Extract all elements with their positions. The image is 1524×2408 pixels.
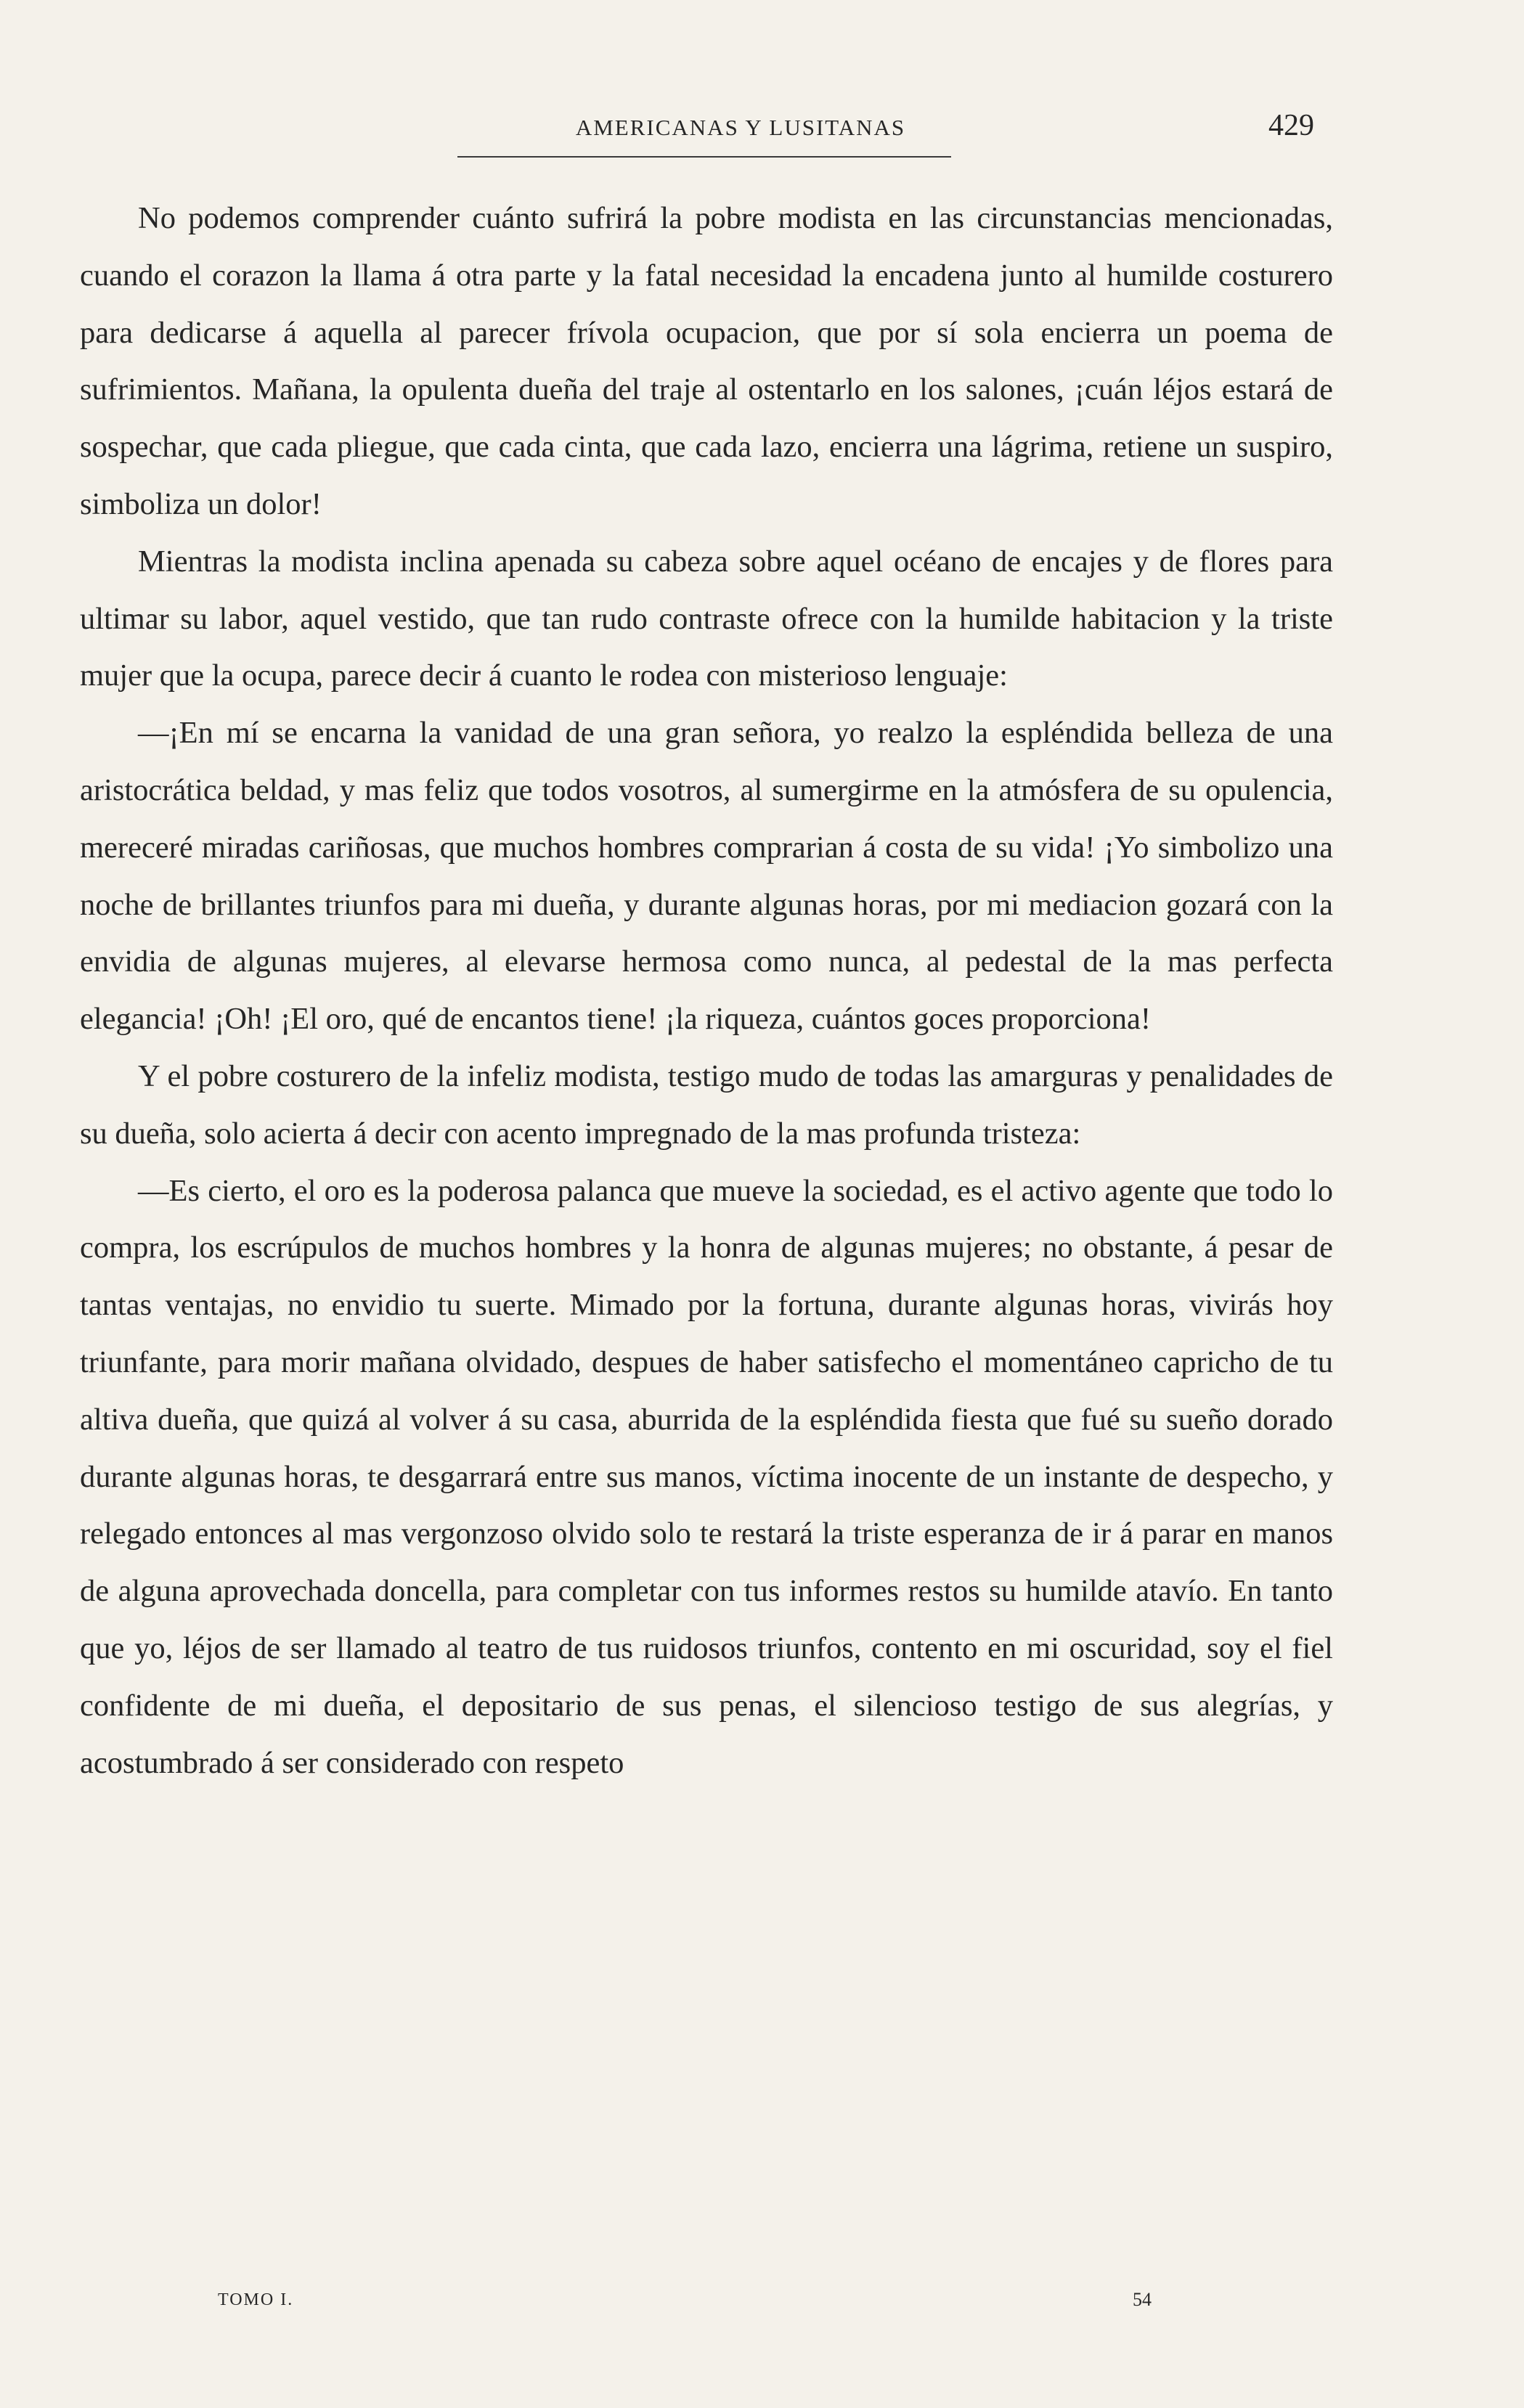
running-title: AMERICANAS Y LUSITANAS [575, 115, 906, 140]
paragraph: Mientras la modista inclina apenada su cabeza sobre aquel océano de encajes y de flores para ultimar su labor, aquel vestido, que tan rudo contraste ofrece con la humilde habitacion y la triste mujer que la ocupa, parece decir á cuanto le rodea con misterioso lenguaje: [80, 544, 1333, 693]
page-number: 429 [1268, 109, 1314, 142]
body-text [80, 190, 1333, 1792]
signature-mark: 54 [1133, 2289, 1152, 2310]
paragraph: —¡En mí se encarna la vanidad de una gran señora, yo realzo la espléndida belleza de una aristocrática beldad, y mas feliz que todos vosotros, al sumergirme en la atmósfera de su opulencia, mereceré miradas cariñosas, que muchos hombres comprarian á costa de su vida! ¡Yo simbolizo una noche de brillantes triunfos para mi dueña, y durante algunas horas, por mi mediacion gozará con la envidia de algunas mujeres, al elevarse hermosa como nunca, al pedestal de la mas perfecta elegancia! ¡Oh! ¡El oro, qué de encantos tiene! ¡la riqueza, cuántos goces proporciona! [80, 716, 1333, 1037]
header-rule [457, 156, 951, 158]
paragraph: No podemos comprender cuánto sufrirá la pobre modista en las circunstancias mencionadas, cuando el corazon la llama á otra parte y la fatal necesidad la encadena junto al humilde costurero para dedicarse á aquella al parecer frívola ocupacion, que por sí sola encierra un poema de sufrimientos. Mañana, la opulenta dueña del traje al ostentarlo en los salones, ¡cuán léjos estará de sospechar, que cada pliegue, que cada cinta, que cada lazo, encierra una lágrima, retiene un suspiro, simboliza un dolor! [80, 201, 1333, 521]
page-footer [0, 2287, 1524, 2323]
paragraph: Y el pobre costurero de la infeliz modista, testigo mudo de todas las amarguras y penalidades de su dueña, solo acierta á decir con acento impregnado de la mas profunda tristeza: [80, 1058, 1333, 1151]
paragraph: —Es cierto, el oro es la poderosa palanca que mueve la sociedad, es el activo agente que todo lo compra, los escrúpulos de muchos hombres y la honra de algunas mujeres; no obstante, á pesar de tantas ventajas, no envidio tu suerte. Mimado por la fortuna, durante algunas horas, vivirás hoy triunfante, para morir mañana olvidado, despues de haber satisfecho el momentáneo capricho de tu altiva dueña, que quizá al volver á su casa, aburrida de la espléndida fiesta que fué su sueño dorado durante algunas horas, te desgarrará entre sus manos, víctima inocente de un instante de despecho, y relegado entonces al mas vergonzoso olvido solo te restará la triste esperanza de ir á parar en manos de alguna aprovechada doncella, para completar con tus informes restos su humilde atavío. En tanto que yo, léjos de ser llamado al teatro de tus ruidosos triunfos, contento en mi oscuridad, soy el fiel confidente de mi dueña, el depositario de sus penas, el silencioso testigo de sus alegrías, y acostumbrado á ser considerado con respeto [80, 1173, 1333, 1780]
running-head [0, 109, 1524, 152]
volume-label: TOMO I. [218, 2290, 294, 2309]
